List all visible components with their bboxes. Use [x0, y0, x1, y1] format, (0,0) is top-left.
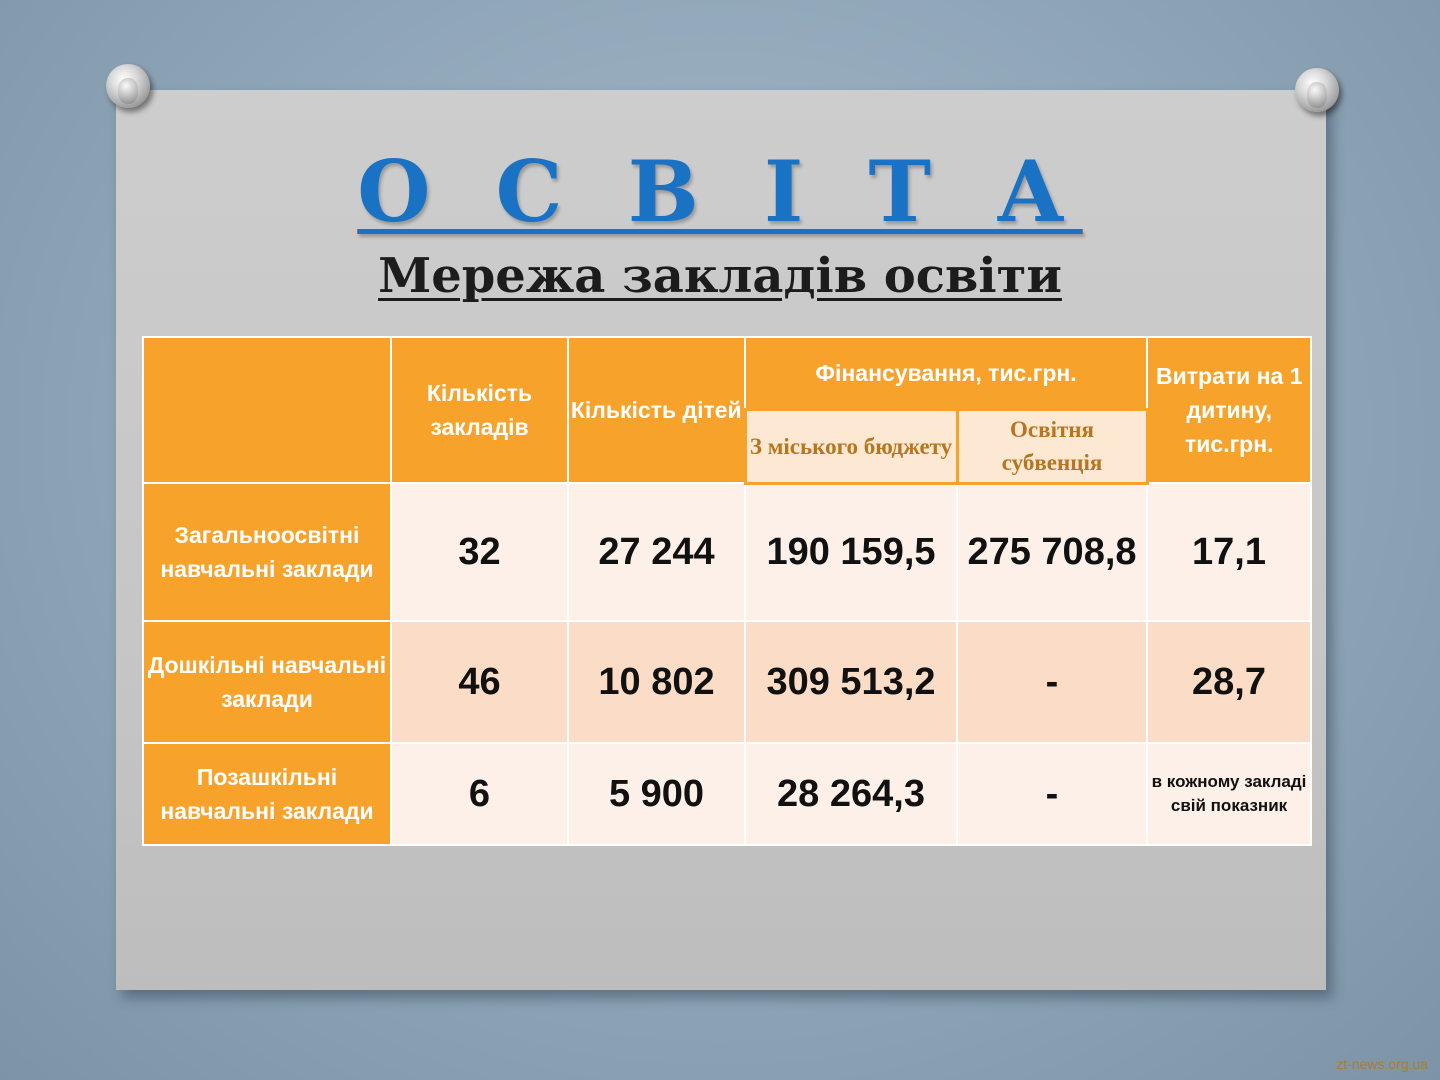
- header-subvention: Освітня субвенція: [957, 409, 1147, 483]
- cell-subvention: 275 708,8: [957, 483, 1147, 621]
- table-row: [143, 743, 1311, 845]
- header-city-budget: З міського бюджету: [745, 409, 957, 483]
- education-table: [142, 336, 1312, 846]
- cell-institutions: 6: [391, 743, 568, 845]
- row-label: Позашкільні навчальні заклади: [143, 743, 391, 845]
- pushpin-icon: [106, 64, 150, 108]
- header-corner: [143, 337, 391, 483]
- cell-cost: 17,1: [1147, 483, 1311, 621]
- row-label: Дошкільні навчальні заклади: [143, 621, 391, 743]
- header-cost-per-child: Витрати на 1 дитину, тис.грн.: [1147, 337, 1311, 483]
- header-financing: Фінансування, тис.грн.: [745, 337, 1147, 409]
- cell-subvention: -: [957, 621, 1147, 743]
- cell-cost: 28,7: [1147, 621, 1311, 743]
- cell-city-budget: 190 159,5: [745, 483, 957, 621]
- header-children: Кількість дітей: [568, 337, 745, 483]
- pushpin-icon: [1295, 68, 1339, 112]
- table-row: [143, 483, 1311, 621]
- cell-institutions: 32: [391, 483, 568, 621]
- table-row: [143, 621, 1311, 743]
- cell-children: 10 802: [568, 621, 745, 743]
- cell-city-budget: 28 264,3: [745, 743, 957, 845]
- cell-city-budget: 309 513,2: [745, 621, 957, 743]
- page-subtitle: Мережа закладів освіти: [378, 248, 1062, 304]
- watermark: zt-news.org.ua: [1336, 1056, 1428, 1072]
- cell-children: 5 900: [568, 743, 745, 845]
- page-title: О С В І Т А: [357, 142, 1083, 241]
- cell-subvention: -: [957, 743, 1147, 845]
- row-label: Загальноосвітні навчальні заклади: [143, 483, 391, 621]
- cell-institutions: 46: [391, 621, 568, 743]
- cell-cost-note: в кожному закладі свій показник: [1147, 743, 1311, 845]
- cell-children: 27 244: [568, 483, 745, 621]
- header-institutions: Кількість закладів: [391, 337, 568, 483]
